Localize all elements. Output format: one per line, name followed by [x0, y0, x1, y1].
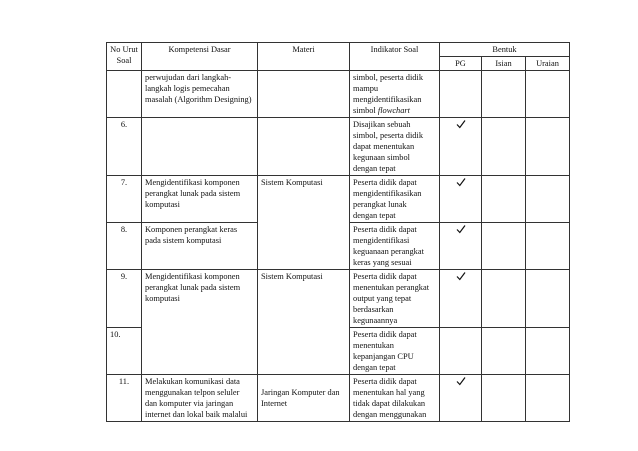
table-row — [107, 375, 570, 422]
header-no-urut: No Urut Soal — [107, 43, 142, 71]
pg-cell — [440, 223, 482, 270]
materi-cell: Sistem Komputasi — [258, 270, 350, 375]
uraian-cell — [526, 375, 570, 422]
isian-cell — [482, 118, 526, 176]
uraian-cell — [526, 71, 570, 118]
pg-cell — [440, 118, 482, 176]
checkmark-icon — [456, 119, 466, 129]
materi-cell — [258, 71, 350, 118]
indikator-cell: Peserta didik dapat mengidentifikasikan perangkat lunak dengan tepat — [350, 176, 440, 223]
row-number — [107, 71, 142, 118]
header-kompetensi-dasar: Kompetensi Dasar — [142, 43, 258, 71]
indikator-cell: Peserta didik dapat mengidentifikasi keguanaan perangkat keras yang sesuai — [350, 223, 440, 270]
materi-cell — [258, 118, 350, 176]
pg-cell — [440, 328, 482, 375]
indikator-cell: Peserta didik dapat menentukan perangkat output yang tepat berdasarkan kegunaannya — [350, 270, 440, 328]
isian-cell — [482, 375, 526, 422]
indikator-cell: simbol, peserta didik mampu mengidentifikasikan simbol flowchart — [350, 71, 440, 118]
checkmark-icon — [456, 376, 466, 386]
header-pg: PG — [440, 57, 482, 71]
table-row — [107, 118, 570, 176]
kompetensi-cell: Mengidentifikasi komponen perangkat lunak pada sistem komputasi — [142, 270, 258, 375]
pg-cell — [440, 176, 482, 223]
kompetensi-cell: Melakukan komunikasi data menggunakan telpon seluler dan komputer via jaringan internet dan lokal baik malalui — [142, 375, 258, 422]
indikator-cell: Disajikan sebuah simbol, peserta didik dapat menentukan kegunaan simbol dengan tepat — [350, 118, 440, 176]
row-number: 6. — [107, 118, 142, 176]
materi-cell: Sistem Komputasi — [258, 176, 350, 270]
checkmark-icon — [456, 224, 466, 234]
materi-cell: Jaringan Komputer dan Internet — [258, 375, 350, 422]
isian-cell — [482, 223, 526, 270]
uraian-cell — [526, 328, 570, 375]
row-number: 10. — [107, 328, 142, 375]
table-row — [107, 176, 570, 223]
pg-cell — [440, 375, 482, 422]
uraian-cell — [526, 118, 570, 176]
table-row — [107, 270, 570, 328]
isian-cell — [482, 71, 526, 118]
table-row — [107, 71, 570, 118]
kisi-kisi-table — [106, 42, 570, 422]
isian-cell — [482, 176, 526, 223]
isian-cell — [482, 270, 526, 328]
kompetensi-cell — [142, 118, 258, 176]
uraian-cell — [526, 176, 570, 223]
pg-cell — [440, 71, 482, 118]
header-uraian: Uraian — [526, 57, 570, 71]
row-number: 11. — [107, 375, 142, 422]
header-indikator-soal: Indikator Soal — [350, 43, 440, 71]
kompetensi-cell: Mengidentifikasi komponen perangkat lunak pada sistem komputasi — [142, 176, 258, 223]
row-number: 8. — [107, 223, 142, 270]
isian-cell — [482, 328, 526, 375]
row-number: 9. — [107, 270, 142, 328]
header-bentuk: Bentuk — [440, 43, 570, 57]
uraian-cell — [526, 270, 570, 328]
header-isian: Isian — [482, 57, 526, 71]
pg-cell — [440, 270, 482, 328]
kompetensi-cell: perwujudan dari langkah- langkah logis pemecahan masalah (Algorithm Designing) — [142, 71, 258, 118]
row-number: 7. — [107, 176, 142, 223]
header-materi: Materi — [258, 43, 350, 71]
indikator-cell: Peserta didik dapat menentukan hal yang tidak dapat dilakukan dengan menggunakan — [350, 375, 440, 422]
indikator-cell: Peserta didik dapat menentukan kepanjangan CPU dengan tepat — [350, 328, 440, 375]
checkmark-icon — [456, 271, 466, 281]
kompetensi-cell: Komponen perangkat keras pada sistem komputasi — [142, 223, 258, 270]
checkmark-icon — [456, 177, 466, 187]
uraian-cell — [526, 223, 570, 270]
